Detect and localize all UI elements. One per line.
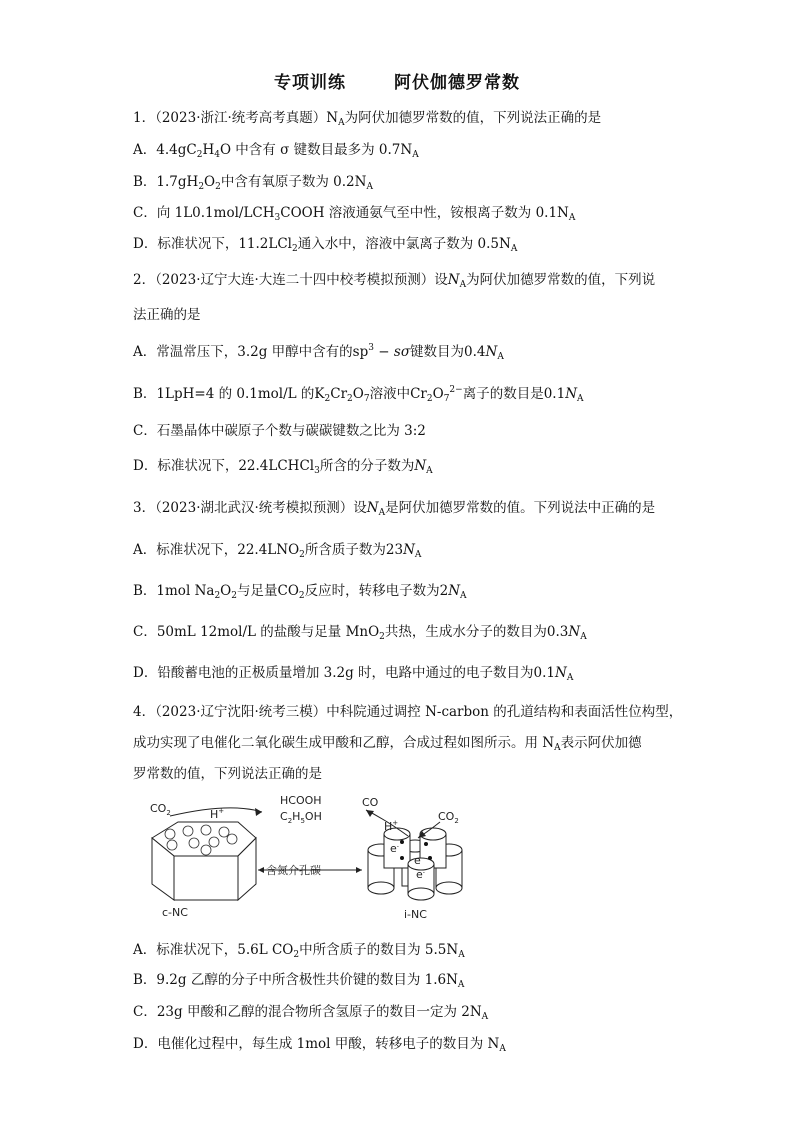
q2-stem-cont: 法正确的是	[133, 307, 201, 323]
page-title: 专项训练 阿伏伽德罗常数	[274, 73, 520, 93]
q4-option-a: A．标准状况下，5.6L $CO_2$中所含质子的数目为 $5.5N_A$	[133, 942, 465, 960]
middle-label: 含氮介孔碳	[266, 864, 321, 877]
q3-option-a: A．标准状况下，$22.4LNO_2$所含质子数为$23N_A$	[133, 542, 422, 560]
q1-stem: 1．（2023·浙江·统考高考真题）$N_A$为阿伏加德罗常数的值，下列说法正确的是	[133, 110, 602, 128]
q2-option-b: B．1LpH=4 的 0.1mol/L 的$K_2Cr_2O_7$溶液中$Cr_2O_7^{2-}$离子的数目是$0.1N_A$	[133, 385, 584, 404]
q4-stem-cont: 成功实现了电催化二氧化碳生成甲酸和乙醇，合成过程如图所示。用 $N_A$表示阿伏加德	[133, 735, 642, 753]
q4-option-d: D．电催化过程中，每生成 1mol 甲酸，转移电子的数目为 $N_A$	[133, 1036, 506, 1054]
left-arrow-head	[255, 808, 262, 816]
q4-option-b: B．9.2g 乙醇的分子中所含极性共价键的数目为 $1.6N_A$	[133, 972, 465, 990]
double-arrow-left-head	[258, 867, 264, 873]
q1-option-a: A．$4.4gC_2H_4O$ 中含有 σ 键数目最多为 $0.7N_A$	[133, 142, 419, 160]
co2-right-label: $CO_2$	[438, 810, 459, 825]
q3-stem: 3．（2023·湖北武汉·统考模拟预测）设$N_A$是阿伏加德罗常数的值。下列说法中正确的是	[133, 500, 656, 518]
electron-label: e-	[414, 854, 423, 867]
q1-option-b: B．$1.7gH_2O_2$中含有氧原子数为 $0.2N_A$	[133, 174, 373, 192]
q2-option-c: C．石墨晶体中碳原子个数与碳碳键数之比为 3:2	[133, 423, 426, 439]
q2-option-d: D．标准状况下，22.4LCHCl$_3$所含的分子数为$N_A$	[133, 458, 433, 476]
double-arrow-right-head	[356, 867, 362, 873]
co2-left-label: $CO_2$	[150, 802, 171, 817]
co-label: CO	[362, 796, 379, 809]
hcooh-label: HCOOH	[280, 794, 322, 807]
active-site-dot	[400, 856, 404, 860]
h-plus-right: H+	[384, 819, 399, 833]
q3-option-b: B．1mol $Na_2O_2$与足量$CO_2$反应时，转移电子数为$2N_A$	[133, 583, 467, 601]
q3-option-d: D．铅酸蓄电池的正极质量增加 3.2g 时，电路中通过的电子数目为$0.1N_A$	[133, 665, 574, 683]
q4-stem-cont2: 罗常数的值，下列说法正确的是	[133, 766, 322, 782]
c2h5oh-label: $C_2H_5OH$	[280, 810, 322, 825]
active-site-dot	[400, 840, 404, 844]
q3-option-c: C．50mL 12mol/L 的盐酸与足量 MnO$_2$共热，生成水分子的数目为$0.3N_A$	[133, 624, 587, 642]
electron-label: e-	[416, 868, 425, 881]
h-plus-left: H+	[210, 807, 225, 821]
c-nc-label: c-NC	[162, 906, 188, 919]
i-nc-label: i-NC	[404, 908, 427, 921]
q2-option-a: A．常温常压下，3.2g 甲醇中含有的$sp^3 - s\sigma$键数目为$0.4N_A$	[133, 343, 504, 362]
q1-option-c: C．向 $1L0.1mol/LCH_3COOH$ 溶液通氨气至中性，铵根离子数为 $0.1N_A$	[133, 205, 576, 223]
electron-label: e-	[390, 842, 399, 855]
catalysis-figure	[140, 792, 480, 932]
active-site-dot	[428, 856, 432, 860]
q1-option-d: D．标准状况下，11.2LCl$_2$通入水中，溶液中氯离子数为 $0.5N_A$	[133, 236, 518, 254]
q4-stem: 4．（2023·辽宁沈阳·统考三模）中科院通过调控 N-carbon 的孔道结构和表面活性位构型，	[133, 704, 683, 720]
active-site-dot	[424, 842, 428, 846]
q2-stem: 2．（2023·辽宁大连·大连二十四中校考模拟预测）设$N_A$为阿伏加德罗常数的值，下列说	[133, 272, 656, 290]
q4-option-c: C．23g 甲酸和乙醇的混合物所含氢原子的数目一定为 $2N_A$	[133, 1004, 489, 1022]
